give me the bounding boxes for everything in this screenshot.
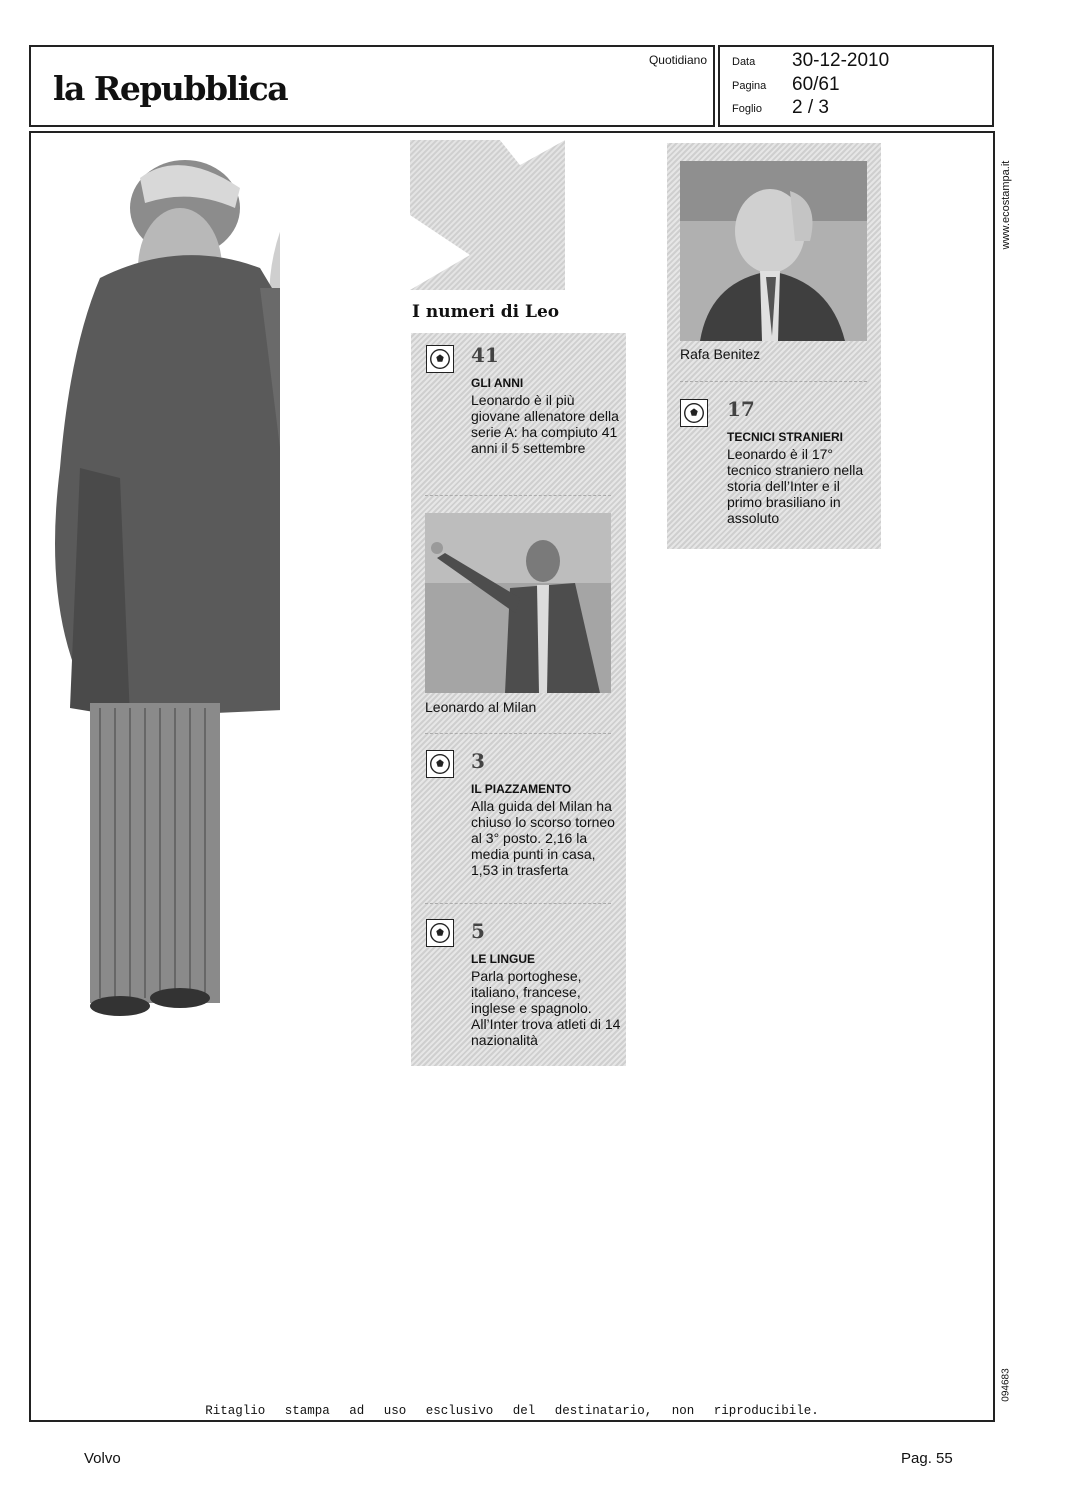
separator bbox=[425, 733, 611, 734]
moratti-photo bbox=[40, 148, 280, 1018]
benitez-photo bbox=[680, 161, 867, 341]
stat-number: 17 bbox=[727, 397, 755, 421]
soccer-ball-icon bbox=[680, 399, 708, 427]
stats-column-left bbox=[411, 333, 626, 1066]
separator bbox=[425, 903, 611, 904]
stat-number: 41 bbox=[471, 343, 499, 367]
page-value: 60/61 bbox=[792, 74, 840, 95]
meta-box bbox=[718, 45, 994, 127]
footer-client: Volvo bbox=[84, 1450, 121, 1467]
stat-label: LE LINGUE bbox=[471, 952, 536, 966]
stat-number: 5 bbox=[471, 919, 485, 943]
separator bbox=[425, 495, 611, 496]
stat-text: Leonardo è il 17° tecnico straniero nella storia dell’Inter e il primo brasiliano in assoluto bbox=[727, 446, 864, 526]
stats-column-right bbox=[667, 143, 881, 549]
stat-text: Parla portoghese, italiano, francese, inglese e spagnolo. All’Inter trova atleti di 14 nazionalità bbox=[471, 968, 621, 1048]
side-code: 094683 bbox=[1000, 1368, 1012, 1402]
soccer-ball-icon bbox=[426, 750, 454, 778]
date-value: 30-12-2010 bbox=[792, 50, 890, 71]
stat-text: Alla guida del Milan ha chiuso lo scorso torneo al 3° posto. 2,16 la media punti in casa, 1,53 in trasferta bbox=[471, 798, 615, 878]
soccer-ball-icon bbox=[426, 919, 454, 947]
photo-caption-leonardo: Leonardo al Milan bbox=[425, 699, 537, 715]
soccer-ball-icon bbox=[426, 345, 454, 373]
section-arrow-graphic bbox=[410, 140, 565, 290]
stat-label: IL PIAZZAMENTO bbox=[471, 782, 572, 796]
stat-number: 3 bbox=[471, 749, 485, 773]
newspaper-logo: la Repubblica bbox=[53, 69, 288, 108]
disclaimer: Ritaglio stampa ad uso esclusivo del destinatario, non riproducibile. bbox=[205, 1404, 819, 1418]
photo-caption-benitez: Rafa Benitez bbox=[680, 346, 761, 362]
sheet-label: Foglio bbox=[732, 103, 762, 115]
stat-label: GLI ANNI bbox=[471, 376, 524, 390]
sheet-value: 2 / 3 bbox=[792, 97, 829, 118]
publication-type: Quotidiano bbox=[648, 53, 707, 67]
masthead-box bbox=[29, 45, 715, 127]
page-label: Pagina bbox=[732, 80, 767, 92]
separator bbox=[680, 381, 867, 382]
box-title: I numeri di Leo bbox=[412, 302, 560, 322]
stat-text: Leonardo è il più giovane allenatore della serie A: ha compiuto 41 anni il 5 settembre bbox=[471, 392, 619, 456]
leonardo-photo bbox=[425, 513, 611, 693]
stat-label: TECNICI STRANIERI bbox=[727, 430, 844, 444]
side-url: www.ecostampa.it bbox=[1000, 160, 1012, 250]
date-label: Data bbox=[732, 56, 756, 68]
footer-page: Pag. 55 bbox=[901, 1450, 953, 1467]
